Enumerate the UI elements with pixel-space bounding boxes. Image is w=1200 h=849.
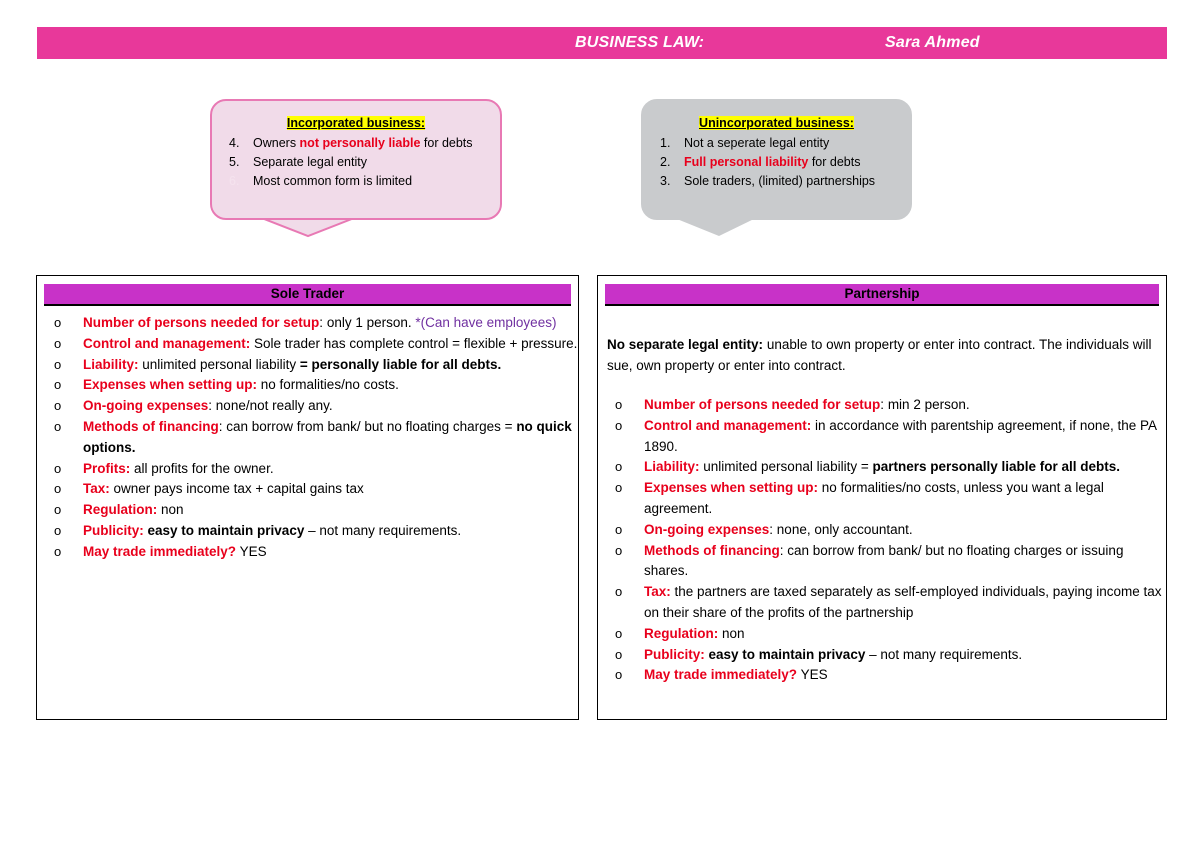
list-item: o Expenses when setting up: no formalities/no costs. [37, 375, 578, 396]
sole-trader-panel [36, 275, 579, 720]
list-item: o Control and management: in accordance with parentship agreement, if none, the PA 1890. [615, 417, 1157, 454]
list-item: 5. Separate legal entity [229, 155, 367, 169]
partnership-intro: No separate legal entity: unable to own property or enter into contract. The individuals will sue, own property or enter into contract. [607, 337, 1152, 373]
list-item: o Regulation: non [37, 500, 578, 521]
list-item: o On-going expenses: none/not really any. [37, 396, 578, 417]
bullet-icon: o [615, 667, 623, 683]
list-item: o Expenses when setting up: no formalities/no costs, unless you want a legal agreement. [615, 480, 1104, 516]
list-item: o May trade immediately? YES [598, 665, 1166, 686]
partnership-panel [597, 275, 1167, 720]
bullet-icon: o [615, 480, 623, 496]
list-item: o On-going expenses: none, only accountant. [598, 520, 1166, 541]
bullet-icon: o [54, 460, 62, 476]
incorporated-list [212, 134, 500, 191]
bullet-icon: o [615, 542, 623, 558]
bullet-icon: o [54, 315, 62, 330]
bullet-icon: o [54, 335, 62, 351]
list-item: 6. Most common form is limited [229, 174, 413, 188]
bullet-icon: o [54, 418, 62, 434]
bullet-icon: o [54, 356, 62, 372]
bullet-icon: o [54, 502, 62, 518]
list-item: o Regulation: non [598, 624, 1166, 645]
list-item: o Tax: owner pays income tax + capital gains tax [37, 479, 578, 500]
bullet-icon: o [615, 584, 623, 600]
list-item: o Publicity: easy to maintain privacy – not many requirements. [37, 521, 578, 542]
list-item: o May trade immediately? YES [37, 542, 578, 563]
sole-trader-title: Sole Trader [44, 284, 571, 306]
bullet-icon: o [54, 543, 62, 559]
list-item: o Profits: all profits for the owner. [37, 459, 578, 480]
list-item: o Liability: unlimited personal liability = personally liable for all debts. [37, 355, 578, 376]
list-item: 3. Sole traders, (limited) partnerships [660, 174, 876, 188]
bullet-icon: o [615, 625, 623, 641]
unincorporated-bubble [641, 99, 912, 220]
bullet-icon: o [54, 377, 62, 393]
bullet-icon: o [54, 481, 62, 497]
bullet-icon: o [54, 522, 62, 538]
unincorporated-heading: Unincorporated business: [699, 116, 854, 130]
partnership-list [598, 395, 1166, 686]
incorporated-bubble [210, 99, 502, 220]
bullet-icon: o [615, 417, 623, 433]
partnership-title: Partnership [605, 284, 1159, 306]
header-bar [37, 27, 1167, 59]
list-item: o Methods of financing: can borrow from bank/ but no floating charges = no quick options. [54, 418, 572, 455]
unincorporated-list [643, 134, 910, 191]
sole-trader-list [37, 313, 578, 563]
list-item: o Liability: unlimited personal liability = partners personally liable for all debts. [598, 457, 1166, 478]
bullet-icon: o [615, 646, 623, 662]
author-name: Sara Ahmed [885, 34, 980, 51]
list-item: o Control and management: Sole trader has complete control = flexible + pressure. [37, 334, 578, 355]
bullet-icon: o [54, 398, 62, 414]
list-item: o Number of persons needed for setup: min 2 person. [598, 395, 1166, 416]
list-item: o Methods of financing: can borrow from bank/ but no floating charges or issuing shares. [615, 542, 1124, 579]
list-item: o Tax: the partners are taxed separately as self-employed individuals, paying income tax on their share of the profits of the partnership [615, 584, 1162, 620]
list-item: o Publicity: easy to maintain privacy – not many requirements. [598, 645, 1166, 666]
bullet-icon: o [615, 521, 623, 537]
unincorporated-bubble-tail [672, 217, 772, 239]
list-item: 1. Not a seperate legal entity [660, 136, 830, 150]
bullet-icon: o [615, 459, 623, 475]
list-item: 2. Full personal liability for debts [660, 155, 861, 169]
list-item: o Number of persons needed for setup: only 1 person. *(Can have employees) [37, 313, 578, 334]
bullet-icon: o [615, 397, 623, 412]
list-item: 4. Owners not personally liable for debts [229, 136, 473, 150]
document-title: BUSINESS LAW: [575, 34, 705, 51]
incorporated-heading: Incorporated business: [286, 116, 426, 130]
